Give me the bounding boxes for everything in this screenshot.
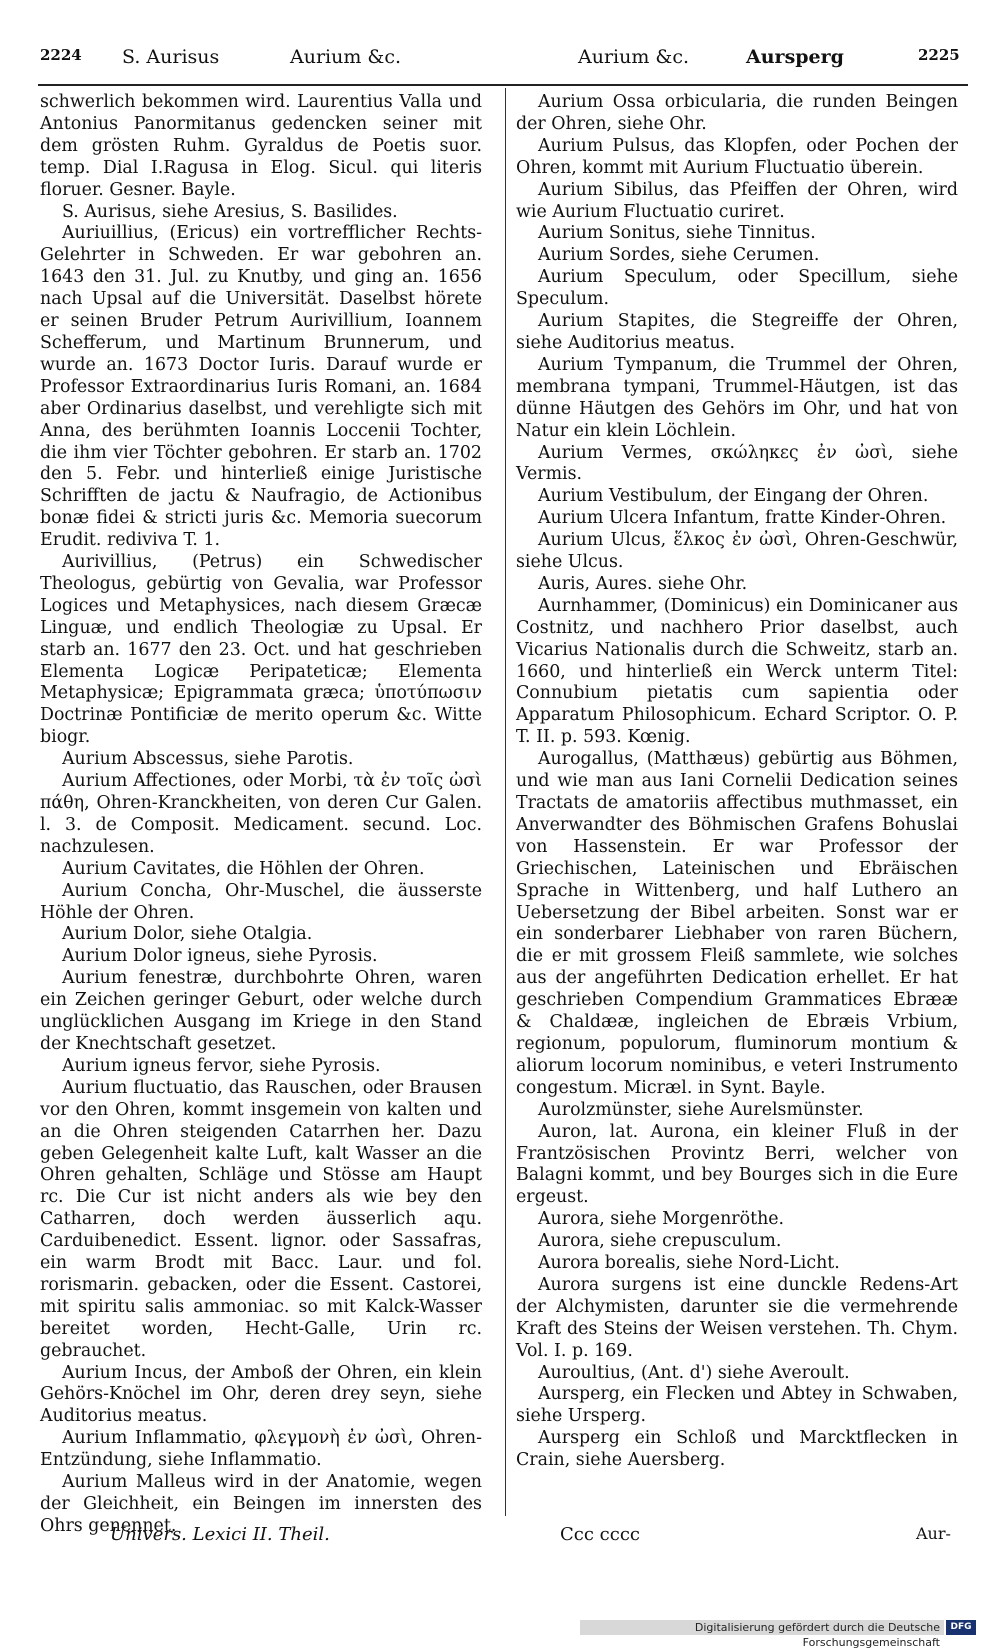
catchword: Aur-: [916, 1524, 951, 1543]
entry: Aurium Ulcus, ἕλκος ἐν ὠσὶ, Ohren-Geschwür, siehe Ulcus.: [516, 530, 958, 573]
entry: Aurium igneus fervor, siehe Pyrosis.: [62, 1055, 381, 1076]
entry: Aurium Concha, Ohr-Muschel, die äusserste Höhle der Ohren.: [40, 880, 482, 923]
entry: Aurnhammer, (Dominicus) ein Dominicaner aus Costnitz, und nachhero Prior daselbst, auch Vicarius Nationalis durch die Schweitz, starb an. 1660, und hinterließ ein Werck unterm Titel: Connubium pietatis cum sapientia oder Apparatum Philosophicum. Echard Scriptor. O. P. T. II. p. 593. Kœnig.: [516, 595, 958, 748]
entry: Aurium Incus, der Amboß der Ohren, ein klein Gehörs-Knöchel im Ohr, deren drey seyn, siehe Auditorius meatus.: [40, 1362, 482, 1427]
entry: Aurium Dolor igneus, siehe Pyrosis.: [62, 946, 378, 967]
entry: Aursperg, ein Flecken und Abtey in Schwaben, siehe Ursperg.: [516, 1384, 958, 1427]
entry: Auron, lat. Aurona, ein kleiner Fluß in der Frantzösischen Provintz Berri, welcher von Balagni kommt, und bey Bourges sich in die Eure ergeust.: [516, 1121, 958, 1208]
entry: schwerlich bekommen wird. Laurentius Valla und Antonius Panormitanus gedencken seiner mit dem grösten Ruhm. Gyraldus de Poetis suor. temp. Dial I.Ragusa in Elog. Sicul. qui literis floruer. Gesner. Bayle.: [40, 92, 482, 200]
entry: Aurogallus, (Matthæus) gebürtig aus Böhmen, und wie man aus Iani Cornelii Dedication seines Tractats de amatoriis affectibus muthmasset, ein Anverwandter des Böhmischen Grafens Bohuslai von Hassenstein. Er war Professor der Griechischen, Lateinischen und Ebräischen Sprache in Wittenberg, und half Luthero an Uebersetzung der Bibel arbeiten. Sonst war er ein sonderbarer Liebhaber von raren Büchern, die er mit grossem Fleiß sammlete, wie solches aus der angeführten Dedication erhellet. Er hat geschrieben Compendium Grammatices Ebrææ & Chaldææ, ingleichen de Ebræis Vrbium, regionum, populorum, fluminorum montium & aliorum locorum nominibus, e veteri Instrumento congestum. Micræl. in Synt. Bayle.: [516, 749, 958, 1098]
right-page-number: 2225: [918, 46, 960, 64]
entry: Aurium Speculum, oder Specillum, siehe Speculum.: [516, 267, 958, 310]
right-column: [516, 92, 958, 1472]
digitization-credit: Digitalisierung gefördert durch die Deutsche Forschungsgemeinschaft: [580, 1620, 944, 1635]
entry: Aurium Dolor, siehe Otalgia.: [62, 924, 313, 945]
entry: Aursperg ein Schloß und Marcktflecken in Crain, siehe Auersberg.: [516, 1428, 958, 1471]
entry: Aurium Vermes, σκώληκες ἐν ὠσὶ, siehe Vermis.: [516, 442, 958, 485]
entry: Auris, Aures. siehe Ohr.: [538, 573, 748, 594]
entry: Aurivillius, (Petrus) ein Schwedischer Theologus, gebürtig von Gevalia, war Professor Logices und Metaphysices, nach diesem Græcæ Linguæ, und endlich Theologiæ zu Upsal. Er starb an. 1677 den 23. Oct. und hat geschrieben Elementa Logicæ Peripateticæ; Elementa Metaphysicæ; Epigrammata græca; ὑποτύπωσιν Doctrinæ Pontificiæ de merito operum &c. Witte biogr.: [40, 552, 482, 748]
right-running-head-2: Aursperg: [746, 46, 844, 68]
entry: Aurora, siehe Morgenröthe.: [538, 1209, 785, 1230]
entry: Aurolzmünster, siehe Aurelsmünster.: [538, 1099, 864, 1120]
left-column: [40, 92, 482, 1538]
entry: Auriuillius, (Ericus) ein vortrefflicher Rechts-Gelehrter in Schweden. Er war gebohren an. 1643 den 31. Jul. zu Knutby, und ging an. 1656 nach Upsal auf die Universität. Daselbst hörete er seinen Bruder Petrum Aurivillium, Ioannem Schefferum, und Martinum Brunnerum, und wurde an. 1673 Doctor Iuris. Darauf wurde er Professor Extraordinarius Iuris Romani, an. 1684 aber Ordinarius daselbst, und verehligte sich mit Anna, des berühmten Ioannis Loccenii Tochter, die ihm vier Töchter gebohren. Er starb an. 1702 den 5. Febr. und hinterließ einige Juristische Schrifften de jactu & Naufragio, de Actionibus bonæ fidei & stricti juris &c. Memoria suecorum Erudit. rediviva T. 1.: [40, 223, 482, 551]
entry: Aurium Malleus wird in der Anatomie, wegen der Gleichheit, ein Beingen im innersten des Ohrs genennet.: [40, 1472, 482, 1536]
entry: S. Aurisus, siehe Aresius, S. Basilides.: [62, 201, 398, 222]
left-running-head-2: Aurium &c.: [290, 46, 402, 68]
entry: Aurium Tympanum, die Trummel der Ohren, membrana tympani, Trummel-Häutgen, ist das dünne Häutgen des Gehörs im Ohr, und hat von Natur ein klein Löchlein.: [516, 354, 958, 441]
signature-line: Univers. Lexici II. Theil.: [110, 1524, 330, 1545]
entry: Auroultius, (Ant. d') siehe Averoult.: [538, 1362, 850, 1383]
entry: Aurium fluctuatio, das Rauschen, oder Brausen vor den Ohren, kommt insgemein von kalten und an die Ohren steigenden Catarrhen her. Dazu geben Gelegenheit kalte Luft, kalt Wasser an die Ohren gehalten, Schläge und Stösse am Haupt rc. Die Cur ist nicht anders als wie bey den Catharren, doch werden äusserlich aqu. Carduibenedict. Essent. lignor. oder Sassafras, ein warm Brodt mit Bacc. Laur. und fol. rorismarin. gebacken, oder die Essent. Castorei, mit spiritu salis ammoniac. so mit Kalck-Wasser bereitet worden, Hecht-Galle, Urin rc. gebrauchet.: [40, 1077, 482, 1361]
entry: Aurora, siehe crepusculum.: [538, 1231, 782, 1252]
left-page-number: 2224: [40, 46, 82, 64]
entry: Aurora borealis, siehe Nord-Licht.: [538, 1253, 840, 1274]
signature-mark: Ccc cccc: [560, 1524, 640, 1545]
entry: Aurium Ulcera Infantum, fratte Kinder-Ohren.: [538, 508, 947, 529]
right-running-head-1: Aurium &c.: [578, 46, 690, 68]
entry: Aurium Sonitus, siehe Tinnitus.: [538, 223, 816, 244]
entry: Aurium Stapites, die Stegreiffe der Ohren, siehe Auditorius meatus.: [516, 311, 958, 353]
entry: Aurium Pulsus, das Klopfen, oder Pochen der Ohren, kommt mit Aurium Fluctuatio überein.: [516, 135, 958, 178]
entry: Aurium Sibilus, das Pfeiffen der Ohren, wird wie Aurium Fluctuatio curiret.: [516, 179, 958, 222]
header-rule: [38, 84, 968, 86]
entry: Aurium Vestibulum, der Eingang der Ohren.: [538, 486, 929, 507]
dfg-logo: DFG: [946, 1620, 976, 1635]
entry: Aurora surgens ist eine dunckle Redens-Art der Alchymisten, darunter sie die vermehrende Kraft des Steins der Weisen verstehen. Th. Chym. Vol. I. p. 169.: [516, 1274, 958, 1361]
entry: Aurium Sordes, siehe Cerumen.: [538, 245, 820, 266]
entry: Aurium Inflammatio, φλεγμονὴ ἐν ὠσὶ, Ohren-Entzündung, siehe Inflammatio.: [40, 1428, 482, 1471]
entry: Aurium Ossa orbicularia, die runden Beingen der Ohren, siehe Ohr.: [516, 92, 958, 134]
left-running-head-1: S. Aurisus: [122, 46, 220, 68]
entry: Aurium fenestræ, durchbohrte Ohren, waren ein Zeichen geringer Geburt, oder welche durch unglücklichen Ausgang im Kriege in den Stand der Knechtschaft gesetzet.: [40, 968, 482, 1054]
entry: Aurium Abscessus, siehe Parotis.: [62, 749, 354, 770]
column-divider: [505, 88, 506, 1516]
entry: Aurium Affectiones, oder Morbi, τὰ ἐν τοῖς ὠσὶ πάθη, Ohren-Kranckheiten, von deren Cur Galen. l. 3. de Composit. Medicament. secund. Loc. nachzulesen.: [40, 771, 482, 857]
entry: Aurium Cavitates, die Höhlen der Ohren.: [62, 858, 425, 879]
